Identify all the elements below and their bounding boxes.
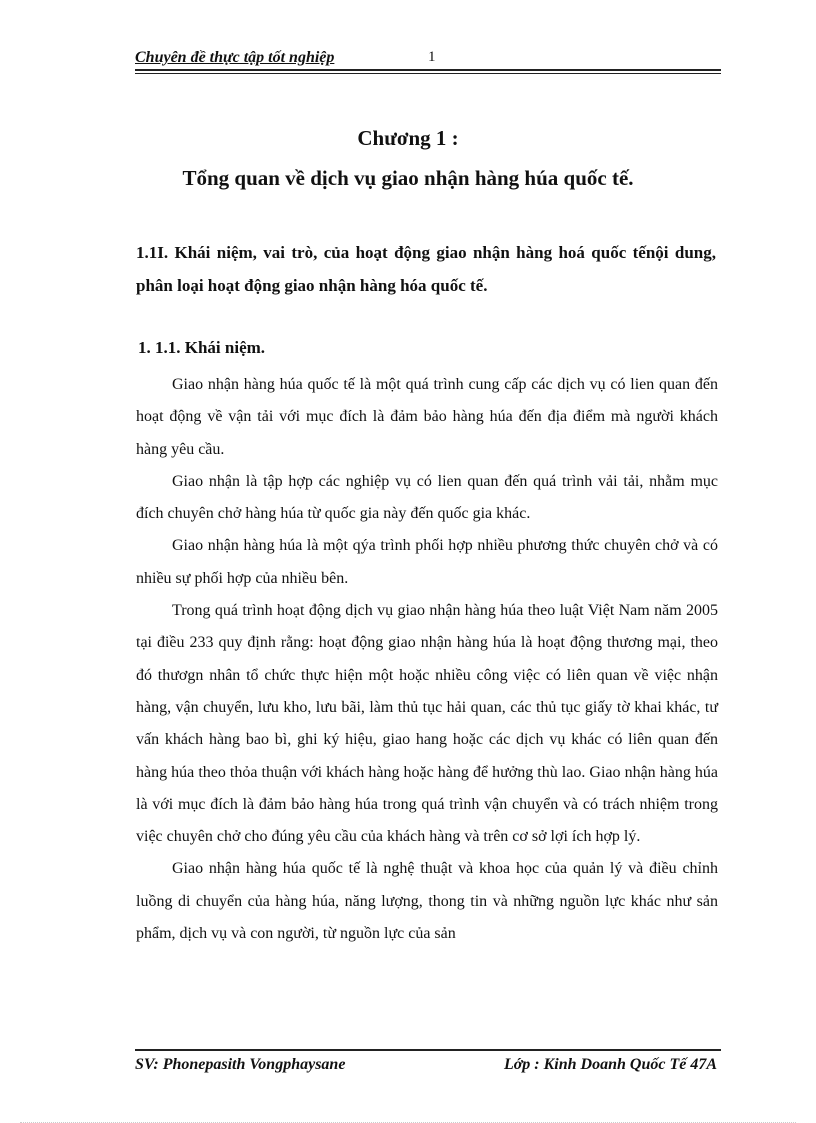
paragraph: Giao nhận hàng húa quốc tế là một quá trình cung cấp các dịch vụ có lien quan đến hoạt động về vận tải với mục đích là đảm bảo hàng húa đến địa điểm mà người khách hàng yêu cầu. <box>136 376 718 458</box>
chapter-title: Tổng quan về dịch vụ giao nhận hàng húa quốc tế. <box>182 166 634 190</box>
header-title: Chuyên đề thực tập tốt nghiệp <box>135 49 335 66</box>
footer-student-name: SV: Phonepasith Vongphaysane <box>135 1056 346 1073</box>
page-footer <box>135 1049 721 1079</box>
footer-divider <box>135 1049 721 1051</box>
paragraph: Trong quá trình hoạt động dịch vụ giao nhận hàng húa theo luật Việt Nam năm 2005 tại điều 233 quy định rằng: hoạt động giao nhận hàng húa là hoạt động thương mại, theo đó thươgn nhân tổ chức thực hiện một hoặc nhiều công việc có liên quan về việc nhận hàng, vận chuyển, lưu kho, lưu bãi, làm thủ tục hải quan, các thủ tục giấy tờ khai khác, tư vấn khách hàng bao bì, ghi ký hiệu, giao hang hoặc các dịch vụ khác có liên quan đến hàng húa theo thỏa thuận với khách hàng hoặc hàng để hưởng thù lao. Giao nhận hàng húa là với mục đích là đảm bảo hàng húa trong quá trình vận chuyển và có trách nhiệm trong việc chuyên chở cho đúng yêu cầu của khách hàng và trên cơ sở lợi ích hợp lý. <box>136 602 718 846</box>
section-heading: 1.1I. Khái niệm, vai trò, của hoạt động giao nhận hàng hoá quốc tếnội dung, phân loại hoạt động giao nhận hàng hóa quốc tế. <box>136 243 716 295</box>
paragraph: Giao nhận hàng húa quốc tế là nghệ thuật và khoa học của quản lý và điều chỉnh luồng di chuyển của hàng húa, năng lượng, thong tin và những nguồn lực khác như sản phẩm, dịch vụ và con người, từ nguồn lực của sản <box>136 860 718 943</box>
page-number: 1 <box>428 49 436 65</box>
paragraph: Giao nhận hàng húa là một qýa trình phối hợp nhiều phương thức chuyên chở và có nhiều sự phối hợp của nhiều bên. <box>136 537 718 587</box>
paragraph: Giao nhận là tập hợp các nghiệp vụ có lien quan đến quá trình vải tải, nhằm mục đích chuyên chở hàng húa từ quốc gia này đến quốc gia khác. <box>136 472 718 523</box>
header-divider-thin <box>135 73 721 74</box>
page-header <box>135 44 721 74</box>
footer-class: Lớp : Kinh Doanh Quốc Tế 47A <box>503 1056 717 1073</box>
subsection-heading: 1. 1.1. Khái niệm. <box>138 338 266 357</box>
header-divider <box>135 69 721 71</box>
body-text <box>136 369 718 950</box>
chapter-number: Chương 1 : <box>357 126 459 150</box>
